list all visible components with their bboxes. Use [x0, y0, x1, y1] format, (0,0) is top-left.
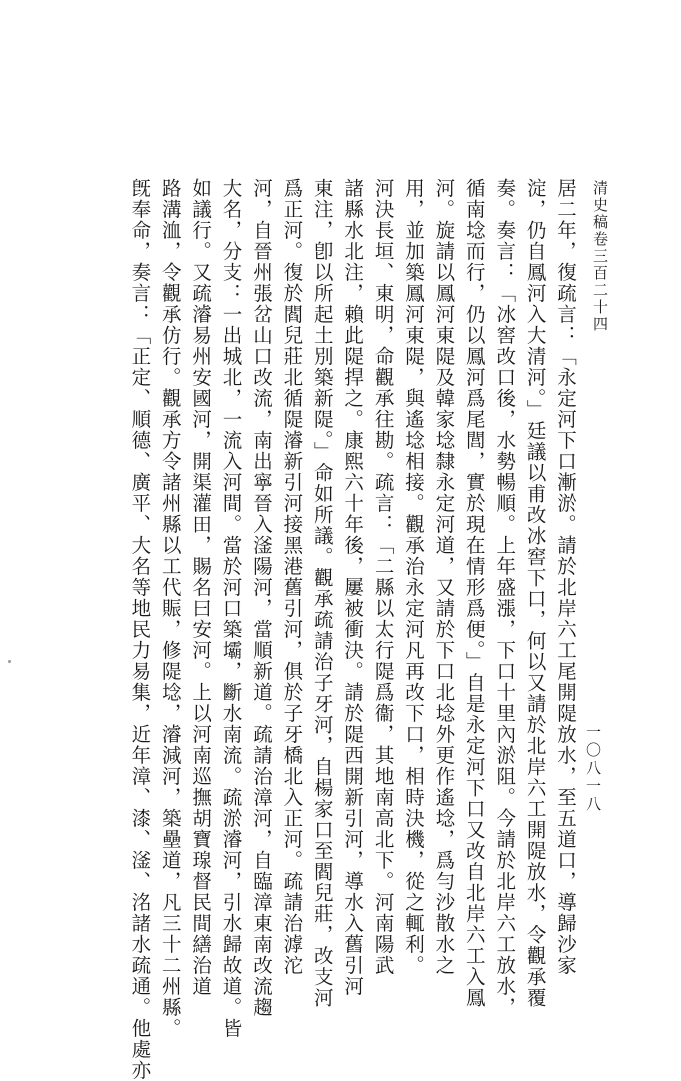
text-column: 河。旋請以鳳河東隄及韓家埝隸永定河道，又請於下口北埝外更作遙埝，爲勻沙散水之 — [432, 178, 456, 976]
running-title: 清史稿卷三百二十四 — [591, 180, 609, 333]
text-column: 居二年，復疏言：「永定河下口漸淤。請於北岸六工尾開隄放水，至五道口，導歸沙家 — [554, 178, 577, 976]
margin-speck — [8, 660, 11, 663]
text-column: 循南埝而行，仍以鳳河爲尾閭，實於現在情形爲便。」自是永定河下口又改自北岸六工入鳳 — [462, 178, 486, 1009]
text-body — [60, 178, 580, 1081]
text-column: 如議行。又疏濬易州安國河，開渠灌田，賜名曰安河。上以河南巡撫胡寶瑔督民間繕治道 — [189, 178, 213, 997]
text-column: 奏。奏言：「冰窖改口後，水勢暢順。上年盛漲，下口十里內淤阻。今請於北岸六工放水， — [493, 178, 517, 1018]
text-column: 諸縣水北注，賴此隄捍之。康熙六十年後，屢被衝決。請於隄西開新引河，導水入舊引河 — [341, 178, 365, 997]
text-column: 旣奉命，奏言：「正定、順德、廣平、大名等地民力易集，近年漳、漆、滏、洺諸水疏通。他處亦 — [128, 178, 152, 1081]
text-column: 路溝洫，令觀承仿行。觀承方令諸州縣以工代賑，修隄埝，濬減河，築壘道，凡三十二州縣。 — [158, 178, 182, 1039]
page-number: 一〇八一八 — [584, 724, 602, 814]
text-column: 河決長垣、東明，命觀承往勘。疏言：「二縣以太行隄爲衞，其地南高北下。河南陽武 — [371, 178, 395, 976]
text-column: 河，自晉州張岔山口改流，南出寧晉入滏陽河，當順新道。疏請治漳河，自臨漳東南改流趨 — [249, 178, 273, 1018]
text-column: 用，並加築鳳河東隄，與遙埝相接。觀承治永定河凡再改下口，相時決機，從之輒利。 — [401, 178, 425, 976]
text-column: 大名，分支：一出城北，一流入河間。當於河口築壩，斷水南流。疏淤濬河，引水歸故道。皆 — [219, 178, 243, 1039]
text-column: 爲正河。復於閻兒莊北循隄濬新引河接黑港舊引河，俱於子牙橋北入正河。疏請治滹沱 — [280, 178, 304, 976]
text-column: 東注，卽以所起土別築新隄。」命如所議。觀承疏請治子牙河，自楊家口至閻兒莊，改支河 — [310, 178, 334, 1009]
text-column: 淀，仍自鳳河入大清河。」廷議以甫改冰窖下口，何以又請於北岸六工開隄放水，令觀承覆 — [523, 178, 547, 1009]
